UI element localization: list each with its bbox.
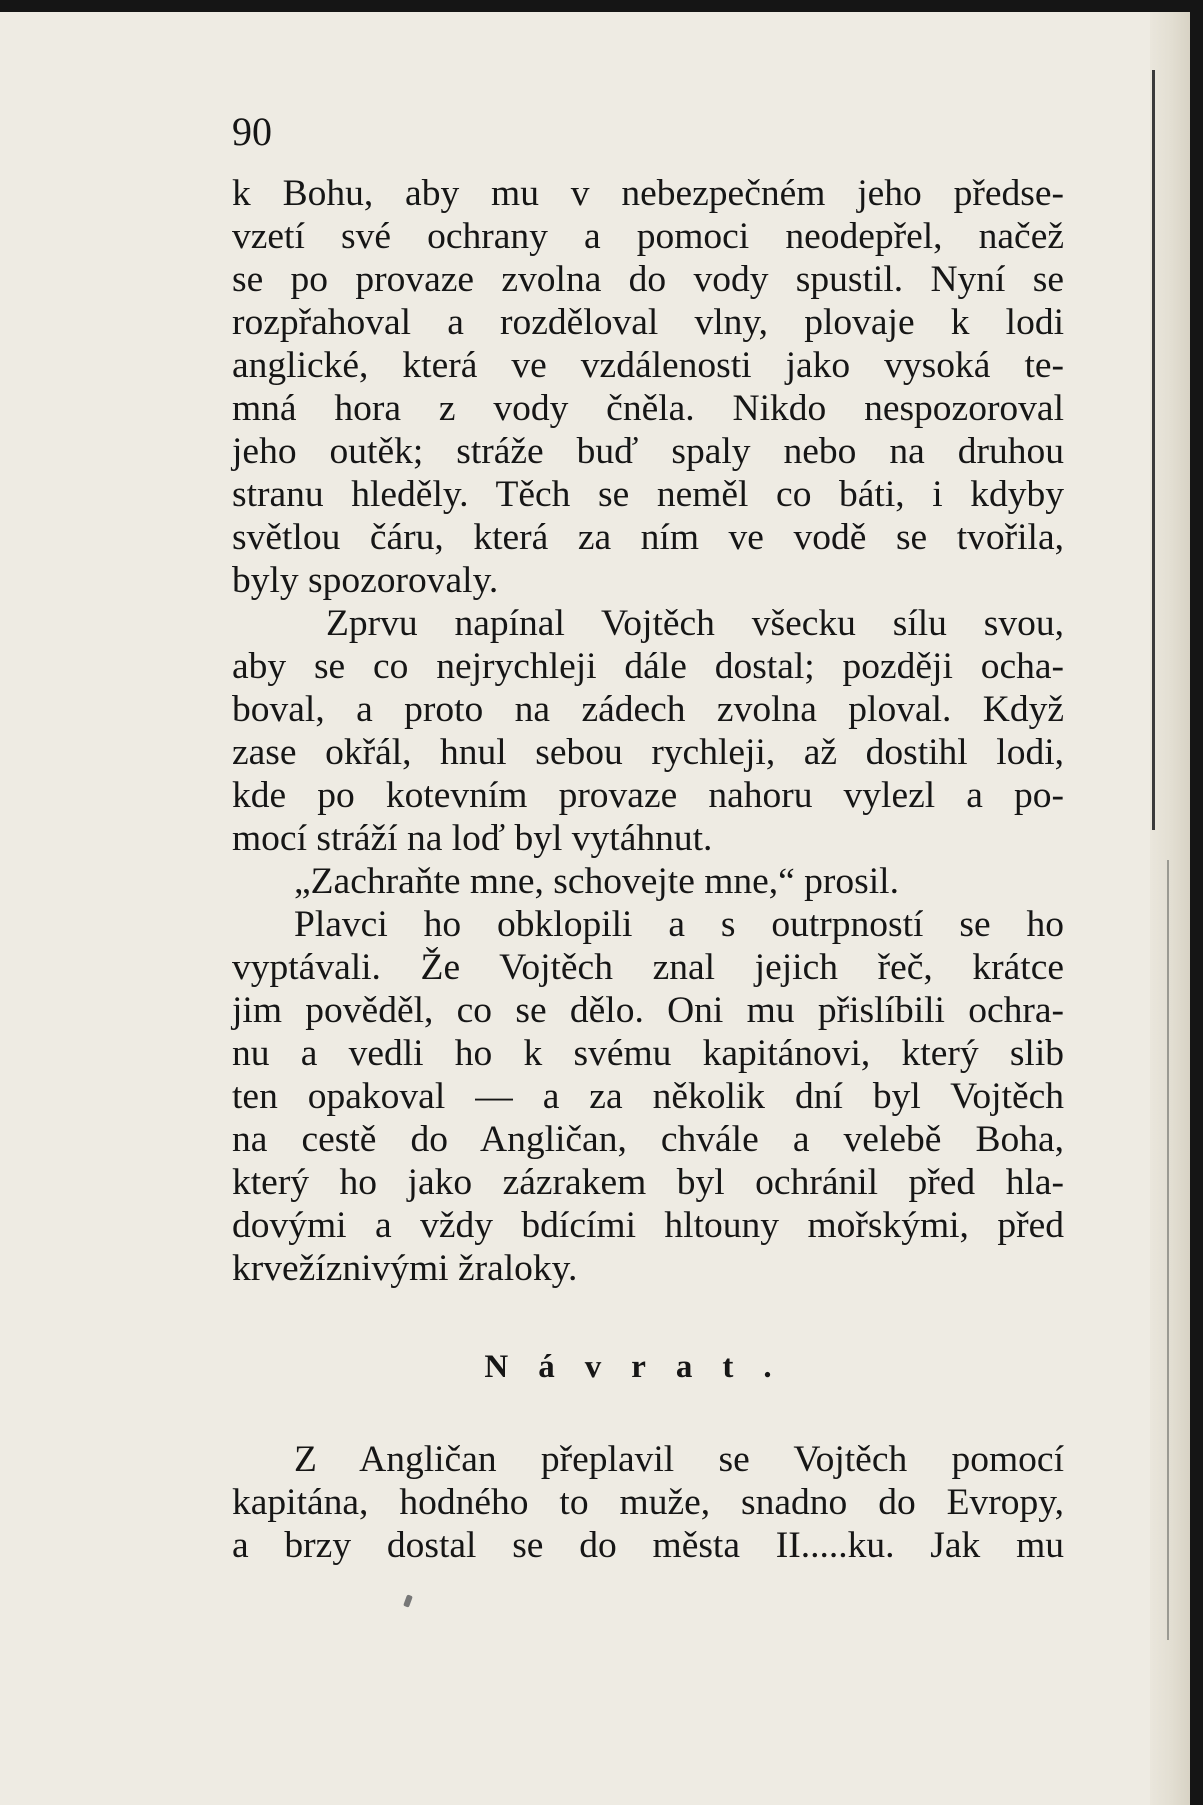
text-line: zase okřál, hnul sebou rychleji, až dostihl lodi, [232, 732, 1064, 773]
spacer [232, 1402, 1064, 1438]
text-line: rozpřahoval a rozděloval vlny, plovaje k lodi [232, 302, 1064, 343]
book-spine [1150, 12, 1190, 1805]
spacer [232, 1290, 1064, 1346]
text-line: mocí stráží na loď byl vytáhnut. [232, 818, 713, 859]
text-line: jeho outěk; stráže buď spaly nebo na druhou [232, 431, 1064, 472]
spine-shadow-line [1152, 70, 1155, 830]
page-number: 90 [232, 109, 272, 154]
section-heading: Návrat. [484, 1349, 802, 1385]
text-line: vzetí své ochrany a pomoci neodepřel, načež [232, 216, 1064, 257]
text-line: mná hora z vody čněla. Nikdo nespozoroval [232, 388, 1064, 429]
page-body [232, 172, 1064, 1567]
text-line: „Zachraňte mne, schovejte mne,“ prosil. [294, 861, 899, 902]
text-line: nu a vedli ho k svému kapitánovi, který slib [232, 1033, 1064, 1074]
text-line: stranu hleděly. Těch se neměl co báti, i kdyby [232, 474, 1064, 515]
text-line: byly spozorovaly. [232, 560, 499, 601]
text-line: Plavci ho obklopili a s outrpností se ho [294, 904, 1064, 945]
text-line: a brzy dostal se do města II.....ku. Jak mu [232, 1525, 1064, 1566]
spine-shadow-line-lower [1167, 860, 1169, 1640]
text-line: boval, a proto na zádech zvolna ploval. Když [232, 689, 1064, 730]
text-line: světlou čáru, která za ním ve vodě se tvořila, [232, 517, 1064, 558]
text-line: krvežíznivými žraloky. [232, 1248, 578, 1289]
text-line: vyptávali. Že Vojtěch znal jejich řeč, krátce [232, 947, 1064, 988]
text-line: na cestě do Angličan, chvále a velebě Boha, [232, 1119, 1064, 1160]
text-line: aby se co nejrychleji dále dostal; později ocha- [232, 646, 1064, 687]
text-line: jim pověděl, co se dělo. Oni mu přislíbili ochra- [232, 990, 1064, 1031]
text-line: Zprvu napínal Vojtěch všecku sílu svou, [326, 603, 1064, 644]
text-line: se po provaze zvolna do vody spustil. Nyní se [232, 259, 1064, 300]
text-line: Z Angličan přeplavil se Vojtěch pomocí [294, 1439, 1064, 1480]
text-line: dovými a vždy bdícími hltouny mořskými, před [232, 1205, 1064, 1246]
text-line: k Bohu, aby mu v nebezpečném jeho předse- [232, 173, 1064, 214]
text-line: anglické, která ve vzdálenosti jako vysoká te- [232, 345, 1064, 386]
text-line: který ho jako zázrakem byl ochránil před hla- [232, 1162, 1064, 1203]
text-line: kapitána, hodného to muže, snadno do Evropy, [232, 1482, 1064, 1523]
text-line: kde po kotevním provaze nahoru vylezl a po- [232, 775, 1064, 816]
text-line: ten opakoval — a za několik dní byl Vojtěch [232, 1076, 1064, 1117]
